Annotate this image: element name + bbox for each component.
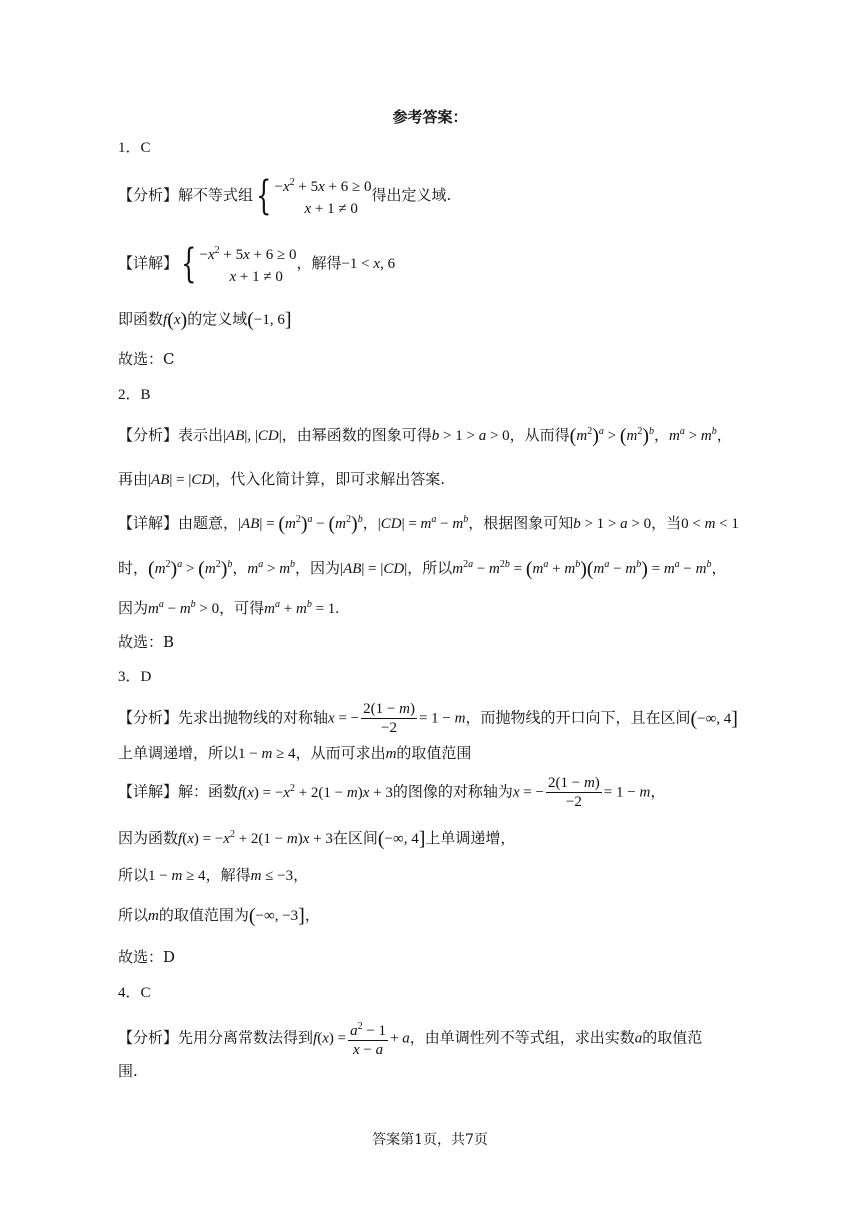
q3-analysis-2: 上单调递增，所以1 − m ≥ 4，从而可求出m的取值范围 (118, 744, 472, 762)
q2-detail-3: 因为$m^a - m^b > 0$，可得$m^a + m^b = 1$. (118, 599, 340, 617)
q2-analysis-2: 再由|AB| = |CD|，代入化简计算，即可求解出答案. (118, 470, 445, 488)
q4-number: 4．C (118, 985, 151, 1001)
q2-number: 2．B (118, 387, 151, 403)
q2-detail: 【详解】由题意，$|AB| = (m^2)^a - (m^2)^b$，$|CD| = m^a - m^b$，根据图象可知b > 1 > a > 0，当0 < m < 1 (118, 513, 739, 536)
q1-answer: 故选：C (118, 350, 175, 368)
q2-analysis: 【分析】表示出|AB|, |CD|，由幂函数的图象可得b > 1 > a > 0，从而得$(m^2)^a > (m^2)^b$，$m^a > m^b$， (118, 425, 732, 448)
q4-analysis-2: 围. (118, 1062, 138, 1080)
q2-detail-2: 时，$(m^2)^a > (m^2)^b$，$m^a > m^b$，因为|AB| = |CD|，所以$m^{2a} - m^{2b} = (m^a + m^b)(m^a - m^b) = m^a - m^b$， (118, 558, 727, 581)
q3-detail: 【详解】解：函数$f(x) = -x^2 + 2(1 - m)x + 3$的图像的对称轴为x = − $\frac{2(1 - m)}{-2}$ = 1 − m， (118, 775, 666, 810)
q3-analysis: 【分析】先求出抛物线的对称轴x = − $\frac{2(1 - m)}{-2}$ = 1 − m，而抛物线的开口向下，且在区间(−∞, 4] (118, 701, 738, 736)
q1-domain: 即函数f(x)的定义域(−1, 6] (118, 309, 292, 332)
q2-answer: 故选：B (118, 633, 175, 651)
q3-detail-2: 因为函数$f(x) = -x^2 + 2(1 - m)x + 3$在区间(−∞, 4]上单调递增， (118, 828, 516, 851)
page-footer: 答案第1页，共7页 (372, 1132, 488, 1148)
q3-detail-3: 所以1 − m ≥ 4，解得m ≤ −3， (118, 866, 309, 884)
q1-number: 1．C (118, 140, 151, 156)
q1-detail: 【详解】{ $-x^2 + 5x + 6 \ge 0$ x + 1 ≠ 0 ，解得−1 < x, 6 (118, 241, 396, 287)
q1-analysis: 【分析】解不等式组{ $-x^2 + 5x + 6 \ge 0$ x + 1 ≠ 0 得出定义域. (118, 173, 452, 219)
q4-analysis: 【分析】先用分离常数法得到f(x) = $\frac{a^2 - 1}{x - a}$ + a，由单调性列不等式组，求出实数a的取值范 (118, 1018, 702, 1059)
page-title: 参考答案： (392, 108, 468, 126)
q3-answer: 故选：D (118, 948, 176, 966)
q3-detail-4: 所以m的取值范围为(−∞, −3]， (118, 905, 320, 928)
q3-number: 3．D (118, 669, 152, 685)
